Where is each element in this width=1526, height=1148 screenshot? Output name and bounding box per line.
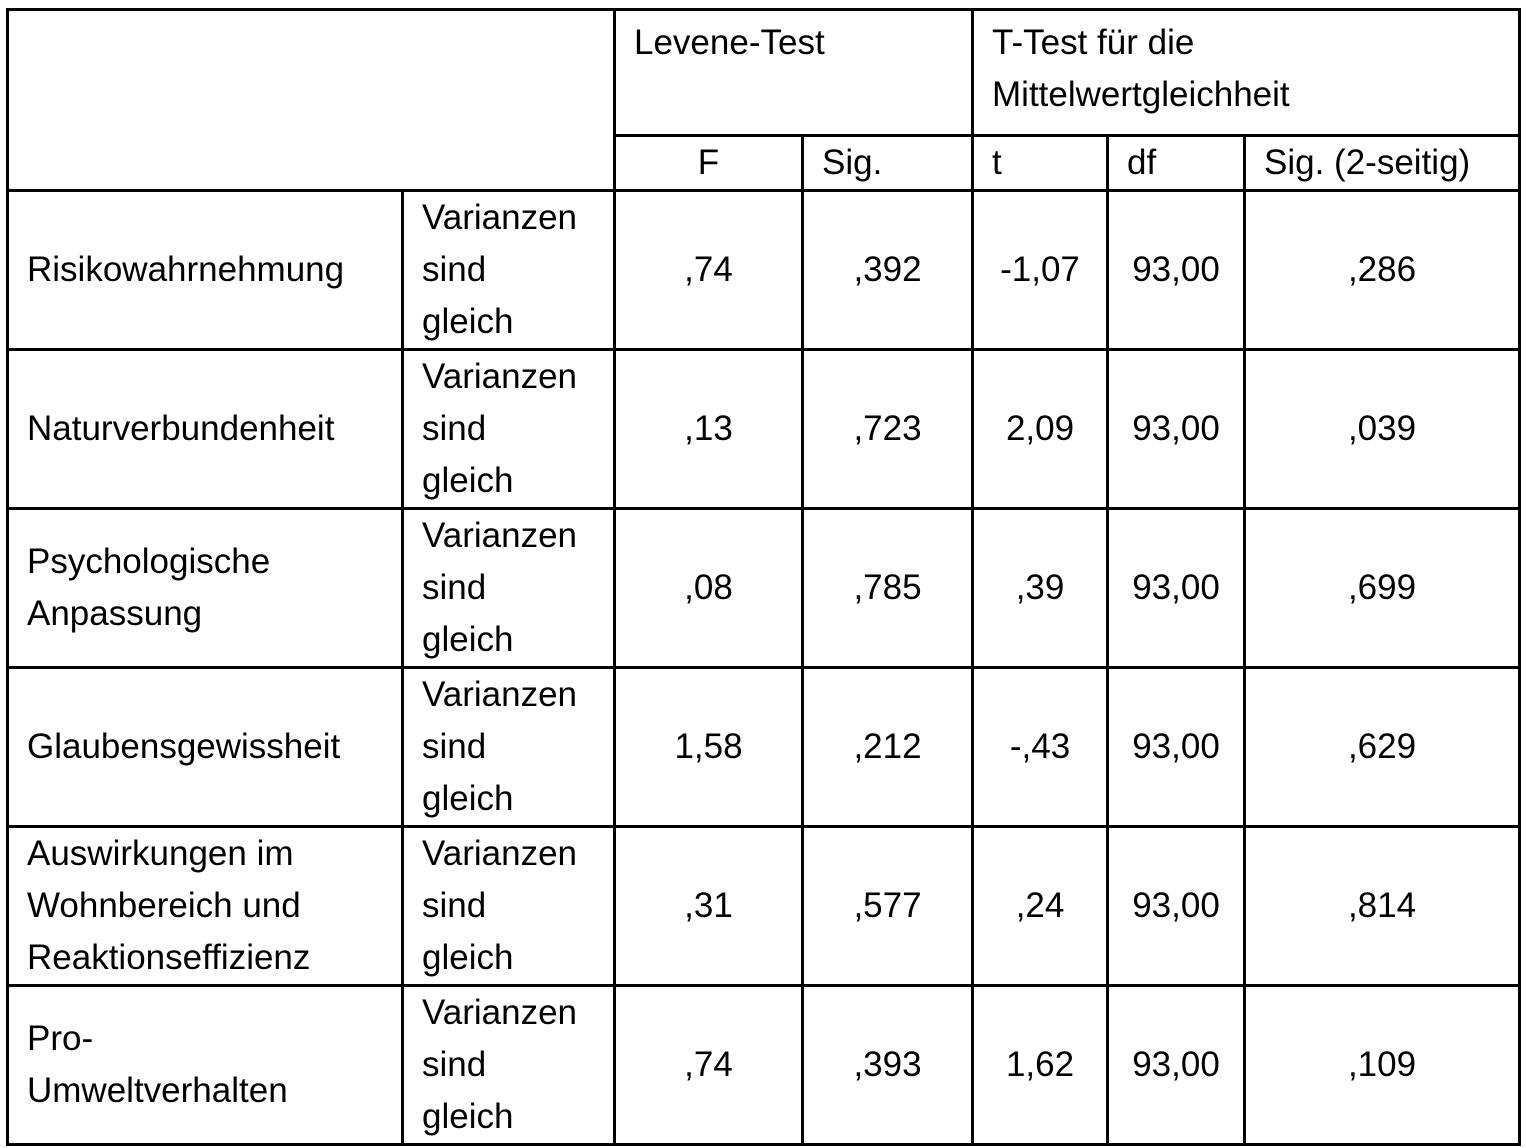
variance-assumption-line: sind [422, 250, 487, 289]
cell-t: -1,07 [973, 191, 1108, 350]
cell-f: ,74 [615, 191, 803, 350]
row-label-line: Psychologische [27, 542, 271, 581]
variance-assumption-line: sind [422, 409, 487, 448]
row-label [8, 191, 403, 350]
header-t-test [973, 10, 1520, 136]
cell-f: 1,58 [615, 668, 803, 827]
variance-assumption-line: Varianzen [422, 993, 578, 1032]
cell-df: 93,00 [1108, 191, 1245, 350]
cell-sig-2-seitig: ,109 [1245, 986, 1520, 1145]
table-row [8, 827, 1520, 986]
t-test-results-table [6, 8, 1521, 1146]
variance-assumption-line: gleich [422, 461, 514, 500]
variance-assumption [403, 191, 615, 350]
variance-assumption-line: sind [422, 1045, 487, 1084]
variance-assumption [403, 668, 615, 827]
row-label [8, 350, 403, 509]
cell-sig: ,392 [803, 191, 973, 350]
table-row [8, 509, 1520, 668]
cell-f: ,13 [615, 350, 803, 509]
variance-assumption [403, 509, 615, 668]
cell-f: ,31 [615, 827, 803, 986]
variance-assumption-line: sind [422, 727, 487, 766]
cell-sig-2-seitig: ,814 [1245, 827, 1520, 986]
cell-sig: ,393 [803, 986, 973, 1145]
row-label [8, 986, 403, 1145]
cell-sig: ,785 [803, 509, 973, 668]
table-row [8, 191, 1520, 350]
header-t-test-line: T-Test für die [992, 23, 1195, 62]
header-empty-corner [8, 10, 615, 191]
cell-t: ,39 [973, 509, 1108, 668]
variance-assumption-line: gleich [422, 620, 514, 659]
table-row [8, 668, 1520, 827]
variance-assumption-line: gleich [422, 1097, 514, 1136]
row-label-line: Reaktionseffizienz [27, 938, 311, 977]
column-header-sig: Sig. [803, 136, 973, 191]
cell-df: 93,00 [1108, 668, 1245, 827]
column-header-df: df [1108, 136, 1245, 191]
cell-f: ,08 [615, 509, 803, 668]
cell-sig: ,577 [803, 827, 973, 986]
cell-sig-2-seitig: ,629 [1245, 668, 1520, 827]
cell-df: 93,00 [1108, 827, 1245, 986]
variance-assumption-line: Varianzen [422, 516, 578, 555]
column-header-t: t [973, 136, 1108, 191]
header-row-groups [8, 10, 1520, 136]
cell-sig: ,212 [803, 668, 973, 827]
cell-sig-2-seitig: ,039 [1245, 350, 1520, 509]
row-label-line: Umweltverhalten [27, 1071, 288, 1110]
variance-assumption-line: Varianzen [422, 675, 578, 714]
row-label-line: Naturverbundenheit [27, 409, 335, 448]
variance-assumption-line: sind [422, 568, 487, 607]
cell-sig-2-seitig: ,699 [1245, 509, 1520, 668]
variance-assumption-line: Varianzen [422, 834, 578, 873]
row-label-line: Wohnbereich und [27, 886, 301, 925]
row-label [8, 827, 403, 986]
variance-assumption-line: Varianzen [422, 357, 578, 396]
cell-sig: ,723 [803, 350, 973, 509]
cell-t: 2,09 [973, 350, 1108, 509]
cell-t: ,24 [973, 827, 1108, 986]
column-header-sig-2-seitig: Sig. (2-seitig) [1245, 136, 1520, 191]
variance-assumption [403, 350, 615, 509]
cell-df: 93,00 [1108, 986, 1245, 1145]
row-label-line: Risikowahrnehmung [27, 250, 345, 289]
variance-assumption [403, 986, 615, 1145]
row-label [8, 668, 403, 827]
row-label [8, 509, 403, 668]
row-label-line: Pro- [27, 1019, 94, 1058]
row-label-line: Anpassung [27, 594, 203, 633]
table-row [8, 986, 1520, 1145]
variance-assumption-line: sind [422, 886, 487, 925]
row-label-line: Auswirkungen im [27, 834, 294, 873]
cell-sig-2-seitig: ,286 [1245, 191, 1520, 350]
table-row [8, 350, 1520, 509]
column-header-f: F [615, 136, 803, 191]
row-label-line: Glaubensgewissheit [27, 727, 341, 766]
variance-assumption-line: gleich [422, 938, 514, 977]
header-t-test-line: Mittelwertgleichheit [992, 75, 1290, 114]
cell-f: ,74 [615, 986, 803, 1145]
cell-t: 1,62 [973, 986, 1108, 1145]
cell-df: 93,00 [1108, 350, 1245, 509]
cell-df: 93,00 [1108, 509, 1245, 668]
cell-t: -,43 [973, 668, 1108, 827]
variance-assumption-line: gleich [422, 779, 514, 818]
variance-assumption [403, 827, 615, 986]
variance-assumption-line: gleich [422, 302, 514, 341]
variance-assumption-line: Varianzen [422, 198, 578, 237]
header-levene-test: Levene-Test [615, 10, 973, 136]
